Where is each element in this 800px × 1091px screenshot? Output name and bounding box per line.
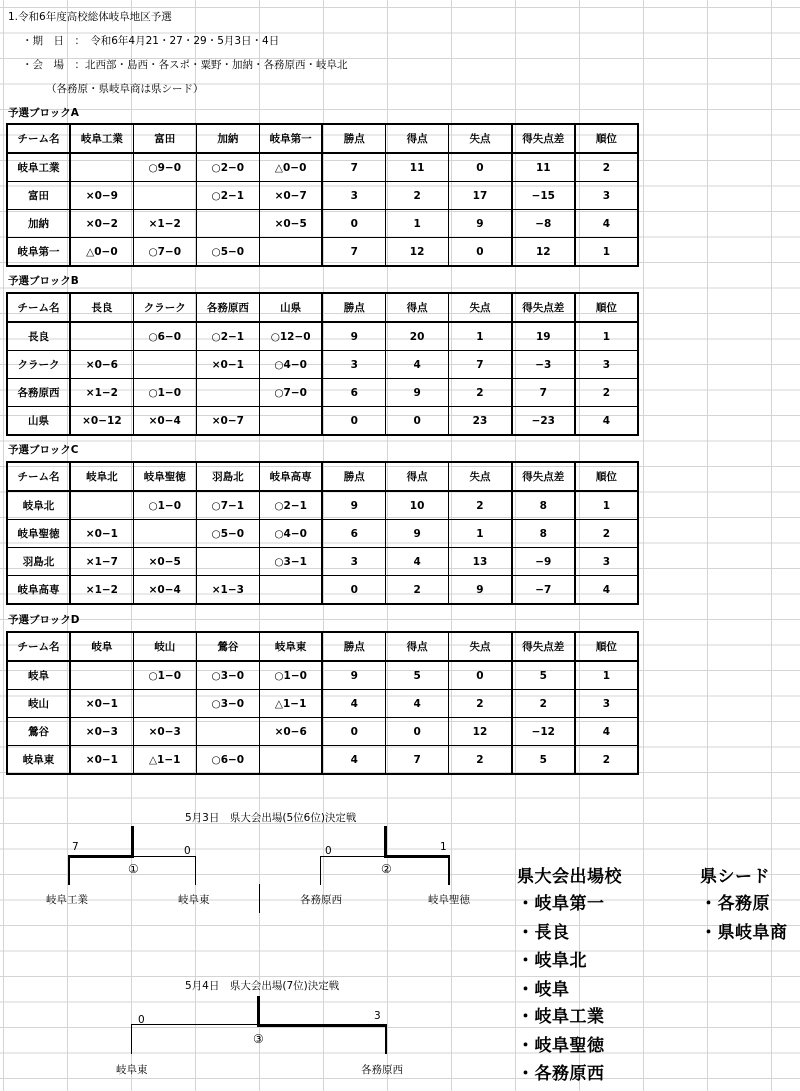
- block-title: 予選ブロックD: [8, 614, 80, 626]
- table-cell: 9: [386, 520, 449, 548]
- table-row: [7, 379, 638, 407]
- table-cell: 7: [322, 238, 385, 267]
- table-cell: △1−1: [259, 690, 322, 718]
- table-row: [7, 746, 638, 775]
- table-cell: 8: [512, 520, 575, 548]
- table-row: [7, 182, 638, 210]
- table-cell: △0−0: [70, 238, 133, 267]
- header-cell: 岐阜第一: [259, 124, 322, 153]
- seeds-title: 県シード: [700, 867, 770, 887]
- team-cell: 山県: [7, 407, 70, 436]
- table-cell: △1−1: [133, 746, 196, 775]
- table-cell: −7: [512, 576, 575, 605]
- block-title: 予選ブロックC: [8, 444, 79, 456]
- table-cell: ○7−0: [133, 238, 196, 267]
- qualifiers-title: 県大会出場校: [517, 867, 622, 887]
- table-cell: 11: [512, 153, 575, 182]
- table-cell: ○4−0: [259, 351, 322, 379]
- table-cell: ×0−1: [70, 690, 133, 718]
- table-cell: ×0−7: [259, 182, 322, 210]
- table-cell: ×0−4: [133, 407, 196, 436]
- qualifier-item: ・岐阜第一: [517, 894, 605, 914]
- header-cell: 勝点: [322, 124, 385, 153]
- header-cell: 得失点差: [512, 462, 575, 491]
- team-cell: 岐山: [7, 690, 70, 718]
- table-cell: △0−0: [259, 153, 322, 182]
- table-cell: ×0−3: [70, 718, 133, 746]
- team-cell: 羽島北: [7, 548, 70, 576]
- header-cell: 勝点: [322, 632, 385, 661]
- team-cell: 各務原西: [7, 379, 70, 407]
- table-cell: 1: [575, 238, 638, 267]
- table-cell: 2: [449, 690, 512, 718]
- venues-line: ・会 場 ：北西部・島西・各スポ・粟野・加納・各務原西・岐阜北: [22, 59, 348, 71]
- table-cell: [196, 548, 259, 576]
- table-cell: 3: [322, 548, 385, 576]
- table-cell: ○3−0: [196, 661, 259, 690]
- table-cell: 2: [575, 153, 638, 182]
- table-row: [7, 576, 638, 605]
- table-cell: 0: [449, 238, 512, 267]
- bracket-line: [68, 855, 134, 858]
- table-cell: ○2−1: [259, 491, 322, 520]
- header-cell: チーム名: [7, 124, 70, 153]
- table-cell: 19: [512, 322, 575, 351]
- table-cell: ○9−0: [133, 153, 196, 182]
- table-cell: ○5−0: [196, 238, 259, 267]
- table-cell: 0: [386, 407, 449, 436]
- table-cell: [259, 576, 322, 605]
- table-row: [7, 548, 638, 576]
- header-cell: 岐阜高専: [259, 462, 322, 491]
- block-table: [6, 461, 639, 605]
- table-cell: 3: [575, 182, 638, 210]
- team-cell: 鶯谷: [7, 718, 70, 746]
- table-cell: 2: [449, 491, 512, 520]
- header-cell: 順位: [575, 632, 638, 661]
- table-cell: −12: [512, 718, 575, 746]
- table-cell: 7: [322, 153, 385, 182]
- table-cell: 7: [512, 379, 575, 407]
- table-cell: [133, 182, 196, 210]
- block-title: 予選ブロックA: [8, 107, 79, 119]
- table-cell: 3: [575, 690, 638, 718]
- table-cell: 4: [386, 690, 449, 718]
- table-cell: 1: [449, 322, 512, 351]
- table-cell: 4: [386, 351, 449, 379]
- header-cell: 岐阜聖徳: [133, 462, 196, 491]
- header-cell: 失点: [449, 632, 512, 661]
- header-cell: 富田: [133, 124, 196, 153]
- header-cell: 得点: [386, 632, 449, 661]
- table-cell: 1: [449, 520, 512, 548]
- team-label: 岐阜聖徳: [428, 894, 470, 906]
- table-row: [7, 210, 638, 238]
- table-cell: 0: [322, 210, 385, 238]
- team-cell: 長良: [7, 322, 70, 351]
- table-cell: −8: [512, 210, 575, 238]
- team-cell: 富田: [7, 182, 70, 210]
- header-cell: 失点: [449, 462, 512, 491]
- table-cell: 4: [575, 576, 638, 605]
- table-cell: ○1−0: [133, 661, 196, 690]
- table-cell: 0: [449, 153, 512, 182]
- match-label: ②: [381, 862, 392, 876]
- header-cell: 岐山: [133, 632, 196, 661]
- table-cell: ×0−2: [70, 210, 133, 238]
- team-cell: 岐阜北: [7, 491, 70, 520]
- table-cell: ○2−1: [196, 182, 259, 210]
- table-cell: 1: [575, 322, 638, 351]
- table-cell: ×1−2: [70, 576, 133, 605]
- table-cell: 2: [449, 746, 512, 775]
- table-cell: ×1−2: [133, 210, 196, 238]
- header-cell: 羽島北: [196, 462, 259, 491]
- table-cell: 8: [512, 491, 575, 520]
- team-label: 岐阜東: [116, 1064, 148, 1076]
- header-cell: 得点: [386, 293, 449, 322]
- table-cell: 4: [322, 690, 385, 718]
- playoff1-title: 5月3日 県大会出場(5位6位)決定戦: [185, 812, 357, 824]
- block-table: [6, 123, 639, 267]
- qualifier-item: ・岐阜工業: [517, 1007, 605, 1027]
- bracket-line: [131, 826, 134, 857]
- table-header-row: [7, 293, 638, 322]
- table-cell: [133, 690, 196, 718]
- table-cell: 23: [449, 407, 512, 436]
- header-cell: 各務原西: [196, 293, 259, 322]
- table-cell: 9: [322, 491, 385, 520]
- header-cell: チーム名: [7, 293, 70, 322]
- bracket-line: [320, 856, 321, 885]
- block-table: [6, 631, 639, 775]
- header-cell: 勝点: [322, 462, 385, 491]
- header-cell: 加納: [196, 124, 259, 153]
- table-cell: [259, 407, 322, 436]
- qualifier-item: ・岐阜北: [517, 951, 587, 971]
- header-cell: 得点: [386, 124, 449, 153]
- table-cell: [259, 238, 322, 267]
- table-cell: ×0−6: [70, 351, 133, 379]
- table-cell: ○3−0: [196, 690, 259, 718]
- table-cell: 9: [449, 576, 512, 605]
- seed-note: （各務原・県岐阜商は県シード）: [46, 83, 204, 95]
- team-cell: 加納: [7, 210, 70, 238]
- table-cell: 12: [449, 718, 512, 746]
- table-cell: ×0−1: [70, 520, 133, 548]
- table-cell: 12: [386, 238, 449, 267]
- table-cell: 6: [322, 379, 385, 407]
- table-row: [7, 322, 638, 351]
- table-cell: 9: [322, 322, 385, 351]
- table-cell: ○5−0: [196, 520, 259, 548]
- table-cell: ×1−3: [196, 576, 259, 605]
- table-cell: [133, 520, 196, 548]
- table-row: [7, 661, 638, 690]
- table-cell: [70, 661, 133, 690]
- team-label: 各務原西: [300, 894, 342, 906]
- table-cell: ×0−9: [70, 182, 133, 210]
- table-cell: 7: [449, 351, 512, 379]
- table-row: [7, 690, 638, 718]
- table-cell: ×0−5: [259, 210, 322, 238]
- table-cell: 4: [575, 210, 638, 238]
- table-cell: −3: [512, 351, 575, 379]
- qualifier-item: ・長良: [517, 923, 570, 943]
- table-cell: 11: [386, 153, 449, 182]
- header-cell: クラーク: [133, 293, 196, 322]
- header-cell: 順位: [575, 124, 638, 153]
- table-cell: 1: [575, 491, 638, 520]
- bracket-line: [195, 856, 196, 885]
- bracket-line: [68, 855, 70, 885]
- score-label: 0: [325, 845, 332, 857]
- score-label: 3: [374, 1010, 381, 1022]
- table-cell: ○7−1: [196, 491, 259, 520]
- qualifier-item: ・岐阜: [517, 980, 570, 1000]
- header-cell: 得失点差: [512, 124, 575, 153]
- table-cell: ○6−0: [133, 322, 196, 351]
- team-cell: クラーク: [7, 351, 70, 379]
- table-cell: 2: [575, 379, 638, 407]
- qualifier-item: ・岐阜聖徳: [517, 1036, 605, 1056]
- table-row: [7, 407, 638, 436]
- table-cell: 1: [386, 210, 449, 238]
- table-cell: 5: [512, 661, 575, 690]
- table-cell: [133, 351, 196, 379]
- table-cell: ○2−1: [196, 322, 259, 351]
- score-label: 0: [138, 1014, 145, 1026]
- table-cell: 9: [322, 661, 385, 690]
- table-cell: ×0−1: [196, 351, 259, 379]
- divider-line: [259, 884, 260, 913]
- table-cell: −23: [512, 407, 575, 436]
- table-cell: ○1−0: [133, 379, 196, 407]
- table-cell: [196, 210, 259, 238]
- table-cell: ×0−4: [133, 576, 196, 605]
- table-row: [7, 520, 638, 548]
- bracket-line: [384, 826, 387, 857]
- team-cell: 岐阜聖徳: [7, 520, 70, 548]
- team-cell: 岐阜工業: [7, 153, 70, 182]
- table-header-row: [7, 462, 638, 491]
- table-cell: ×1−2: [70, 379, 133, 407]
- header-cell: 岐阜工業: [70, 124, 133, 153]
- table-cell: 9: [449, 210, 512, 238]
- table-cell: ×0−12: [70, 407, 133, 436]
- header-cell: チーム名: [7, 462, 70, 491]
- match-label: ①: [128, 862, 139, 876]
- table-cell: −15: [512, 182, 575, 210]
- table-cell: 7: [386, 746, 449, 775]
- header-cell: 岐阜: [70, 632, 133, 661]
- header-cell: 山県: [259, 293, 322, 322]
- header-cell: 得失点差: [512, 293, 575, 322]
- qualifier-item: ・各務原西: [517, 1064, 605, 1084]
- score-label: 1: [440, 841, 447, 853]
- header-cell: 得失点差: [512, 632, 575, 661]
- table-cell: 2: [386, 576, 449, 605]
- table-cell: 0: [386, 718, 449, 746]
- table-cell: ○12−0: [259, 322, 322, 351]
- table-cell: 4: [575, 407, 638, 436]
- header-cell: 失点: [449, 293, 512, 322]
- table-cell: 0: [449, 661, 512, 690]
- header-cell: 岐阜北: [70, 462, 133, 491]
- score-label: 0: [184, 845, 191, 857]
- table-row: [7, 491, 638, 520]
- table-cell: 3: [322, 182, 385, 210]
- table-cell: 3: [575, 351, 638, 379]
- table-cell: 3: [575, 548, 638, 576]
- header-cell: 長良: [70, 293, 133, 322]
- header-cell: 勝点: [322, 293, 385, 322]
- table-cell: 13: [449, 548, 512, 576]
- table-row: [7, 351, 638, 379]
- table-cell: 4: [322, 746, 385, 775]
- header-cell: 順位: [575, 462, 638, 491]
- table-cell: ○3−1: [259, 548, 322, 576]
- table-cell: 5: [512, 746, 575, 775]
- playoff2-title: 5月4日 県大会出場(7位)決定戦: [185, 980, 340, 992]
- table-cell: [259, 746, 322, 775]
- table-cell: 20: [386, 322, 449, 351]
- table-cell: 1: [575, 661, 638, 690]
- table-cell: 2: [449, 379, 512, 407]
- header-cell: 岐阜東: [259, 632, 322, 661]
- table-cell: ○1−0: [259, 661, 322, 690]
- table-cell: 2: [575, 520, 638, 548]
- team-cell: 岐阜東: [7, 746, 70, 775]
- table-cell: 5: [386, 661, 449, 690]
- table-cell: [70, 491, 133, 520]
- table-cell: 10: [386, 491, 449, 520]
- table-cell: [196, 379, 259, 407]
- table-header-row: [7, 632, 638, 661]
- table-cell: ○2−0: [196, 153, 259, 182]
- doc-title: 1.令和6年度高校総体岐阜地区予選: [8, 11, 172, 23]
- seed-item: ・各務原: [700, 894, 770, 914]
- team-cell: 岐阜高専: [7, 576, 70, 605]
- table-cell: 2: [512, 690, 575, 718]
- header-cell: 得点: [386, 462, 449, 491]
- table-cell: 9: [386, 379, 449, 407]
- team-cell: 岐阜: [7, 661, 70, 690]
- table-cell: −9: [512, 548, 575, 576]
- table-row: [7, 238, 638, 267]
- seed-item: ・県岐阜商: [700, 923, 788, 943]
- table-cell: ×0−7: [196, 407, 259, 436]
- table-cell: ○4−0: [259, 520, 322, 548]
- table-cell: 0: [322, 407, 385, 436]
- bracket-line: [385, 1024, 387, 1054]
- table-cell: 12: [512, 238, 575, 267]
- table-cell: [70, 153, 133, 182]
- table-cell: 4: [575, 718, 638, 746]
- header-cell: 失点: [449, 124, 512, 153]
- table-cell: ○1−0: [133, 491, 196, 520]
- table-cell: [70, 322, 133, 351]
- table-cell: ○7−0: [259, 379, 322, 407]
- team-label: 各務原西: [361, 1064, 403, 1076]
- header-cell: チーム名: [7, 632, 70, 661]
- team-label: 岐阜工業: [46, 894, 88, 906]
- table-cell: ×0−1: [70, 746, 133, 775]
- team-label: 岐阜東: [178, 894, 210, 906]
- table-cell: 4: [386, 548, 449, 576]
- table-cell: 0: [322, 576, 385, 605]
- table-cell: ×0−3: [133, 718, 196, 746]
- bracket-line: [257, 1024, 387, 1027]
- table-cell: 2: [386, 182, 449, 210]
- block-table: [6, 292, 639, 436]
- table-cell: ×0−5: [133, 548, 196, 576]
- table-cell: ×0−6: [259, 718, 322, 746]
- table-cell: 3: [322, 351, 385, 379]
- bracket-line: [131, 1024, 259, 1025]
- bracket-line: [384, 855, 450, 858]
- table-cell: [196, 718, 259, 746]
- team-cell: 岐阜第一: [7, 238, 70, 267]
- table-row: [7, 718, 638, 746]
- table-cell: 6: [322, 520, 385, 548]
- table-cell: ○6−0: [196, 746, 259, 775]
- header-cell: 順位: [575, 293, 638, 322]
- table-cell: 2: [575, 746, 638, 775]
- bracket-line: [131, 1024, 132, 1054]
- bracket-line: [448, 855, 450, 885]
- dates-line: ・期 日 ： 令和6年4月21・27・29・5月3日・4日: [22, 35, 280, 47]
- block-title: 予選ブロックB: [8, 275, 79, 287]
- table-cell: 17: [449, 182, 512, 210]
- score-label: 7: [72, 841, 79, 853]
- table-cell: 0: [322, 718, 385, 746]
- table-cell: ×1−7: [70, 548, 133, 576]
- bracket-line: [257, 996, 260, 1027]
- header-cell: 鶯谷: [196, 632, 259, 661]
- table-row: [7, 153, 638, 182]
- table-header-row: [7, 124, 638, 153]
- match-label: ③: [253, 1032, 264, 1046]
